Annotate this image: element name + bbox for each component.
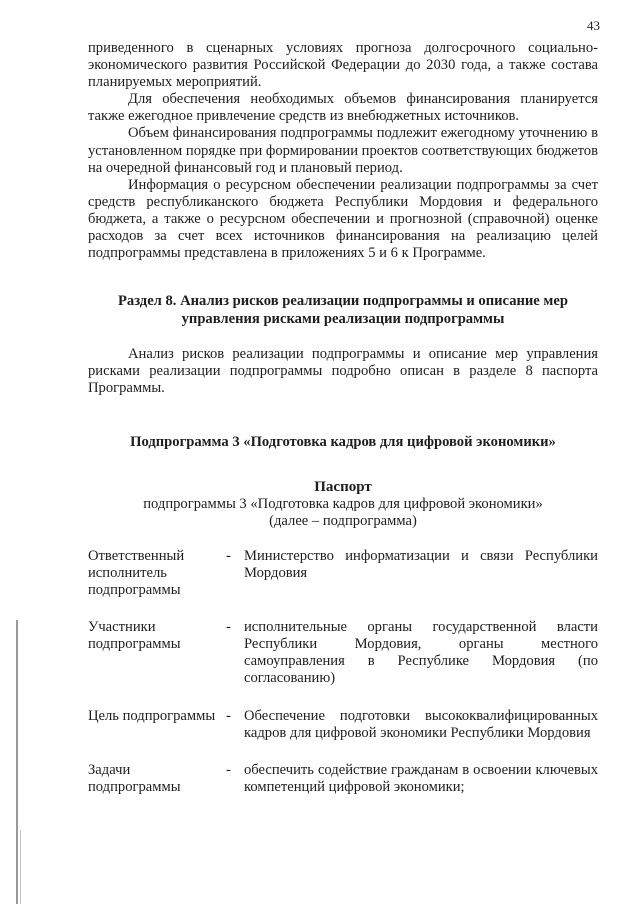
- paragraph: Объем финансирования подпрограммы подлежит ежегодному уточнению в установленном порядке при формировании проектов соответствующих бюджетов на очередной финансовый год и плановый период.: [88, 125, 598, 176]
- row-label: Задачи подпрограммы: [88, 761, 181, 795]
- row-label: Цель подпрограммы: [88, 707, 216, 724]
- row-label: Участники подпрограммы: [88, 619, 181, 653]
- row-value: Обеспечение подготовки высококвалифицированных кадров для цифровой экономики Республики Мордовия: [244, 707, 598, 741]
- scan-edge-mark: [20, 830, 21, 904]
- row-dash: -: [226, 761, 231, 778]
- subprogram-heading: Подпрограмма 3 «Подготовка кадров для цифровой экономики»: [130, 433, 556, 450]
- passport-row: [88, 708, 598, 742]
- passport-row: [88, 619, 598, 687]
- row-value: обеспечить содействие гражданам в освоении ключевых компетенций цифровой экономики;: [244, 761, 598, 795]
- row-dash: -: [226, 619, 231, 636]
- row-label: Ответственный исполнитель подпрограммы: [88, 547, 185, 599]
- passport-title: Паспорт: [314, 478, 372, 495]
- page-number: 43: [587, 18, 600, 33]
- row-dash: -: [226, 707, 231, 724]
- row-value: Министерство информатизации и связи Республики Мордовия: [244, 547, 598, 581]
- row-dash: -: [226, 547, 231, 564]
- passport-subtitle-note: (далее – подпрограмма): [269, 512, 417, 529]
- paragraph: Информация о ресурсном обеспечении реализации подпрограммы за счет средств республиканского бюджета Республики Мордовия и федерального бюджета, а также о ресурсном обеспечении и прогнозной (справочной) оценке расходов за счет всех источников финансирования на реализацию целей подпрограммы представлена в приложениях 5 и 6 к Программе.: [88, 176, 598, 262]
- paragraph: Для обеспечения необходимых объемов финансирования планируется также ежегодное привлечение средств из внебюджетных источников.: [88, 91, 598, 125]
- passport-table: [88, 548, 598, 796]
- paragraph: приведенного в сценарных условиях прогноза долгосрочного социально-экономического развития Российской Федерации до 2030 года, а также состава планируемых мероприятий.: [88, 40, 598, 91]
- passport-row: [88, 548, 598, 599]
- paragraph: Анализ рисков реализации подпрограммы и описание мер управления рисками реализации подпрограммы подробно описан в разделе 8 паспорта Программы.: [88, 346, 598, 397]
- passport-row: [88, 762, 598, 796]
- scan-edge-mark: [16, 620, 18, 904]
- section-heading: Раздел 8. Анализ рисков реализации подпрограммы и описание мер управления рисками реализации подпрограммы: [118, 293, 568, 328]
- passport-subtitle: подпрограммы 3 «Подготовка кадров для цифровой экономики»: [143, 495, 543, 512]
- row-value: исполнительные органы государственной власти Республики Мордовия, органы местного самоуправления в Республике Мордовия (по согласованию): [244, 619, 598, 687]
- document-body: [88, 40, 598, 816]
